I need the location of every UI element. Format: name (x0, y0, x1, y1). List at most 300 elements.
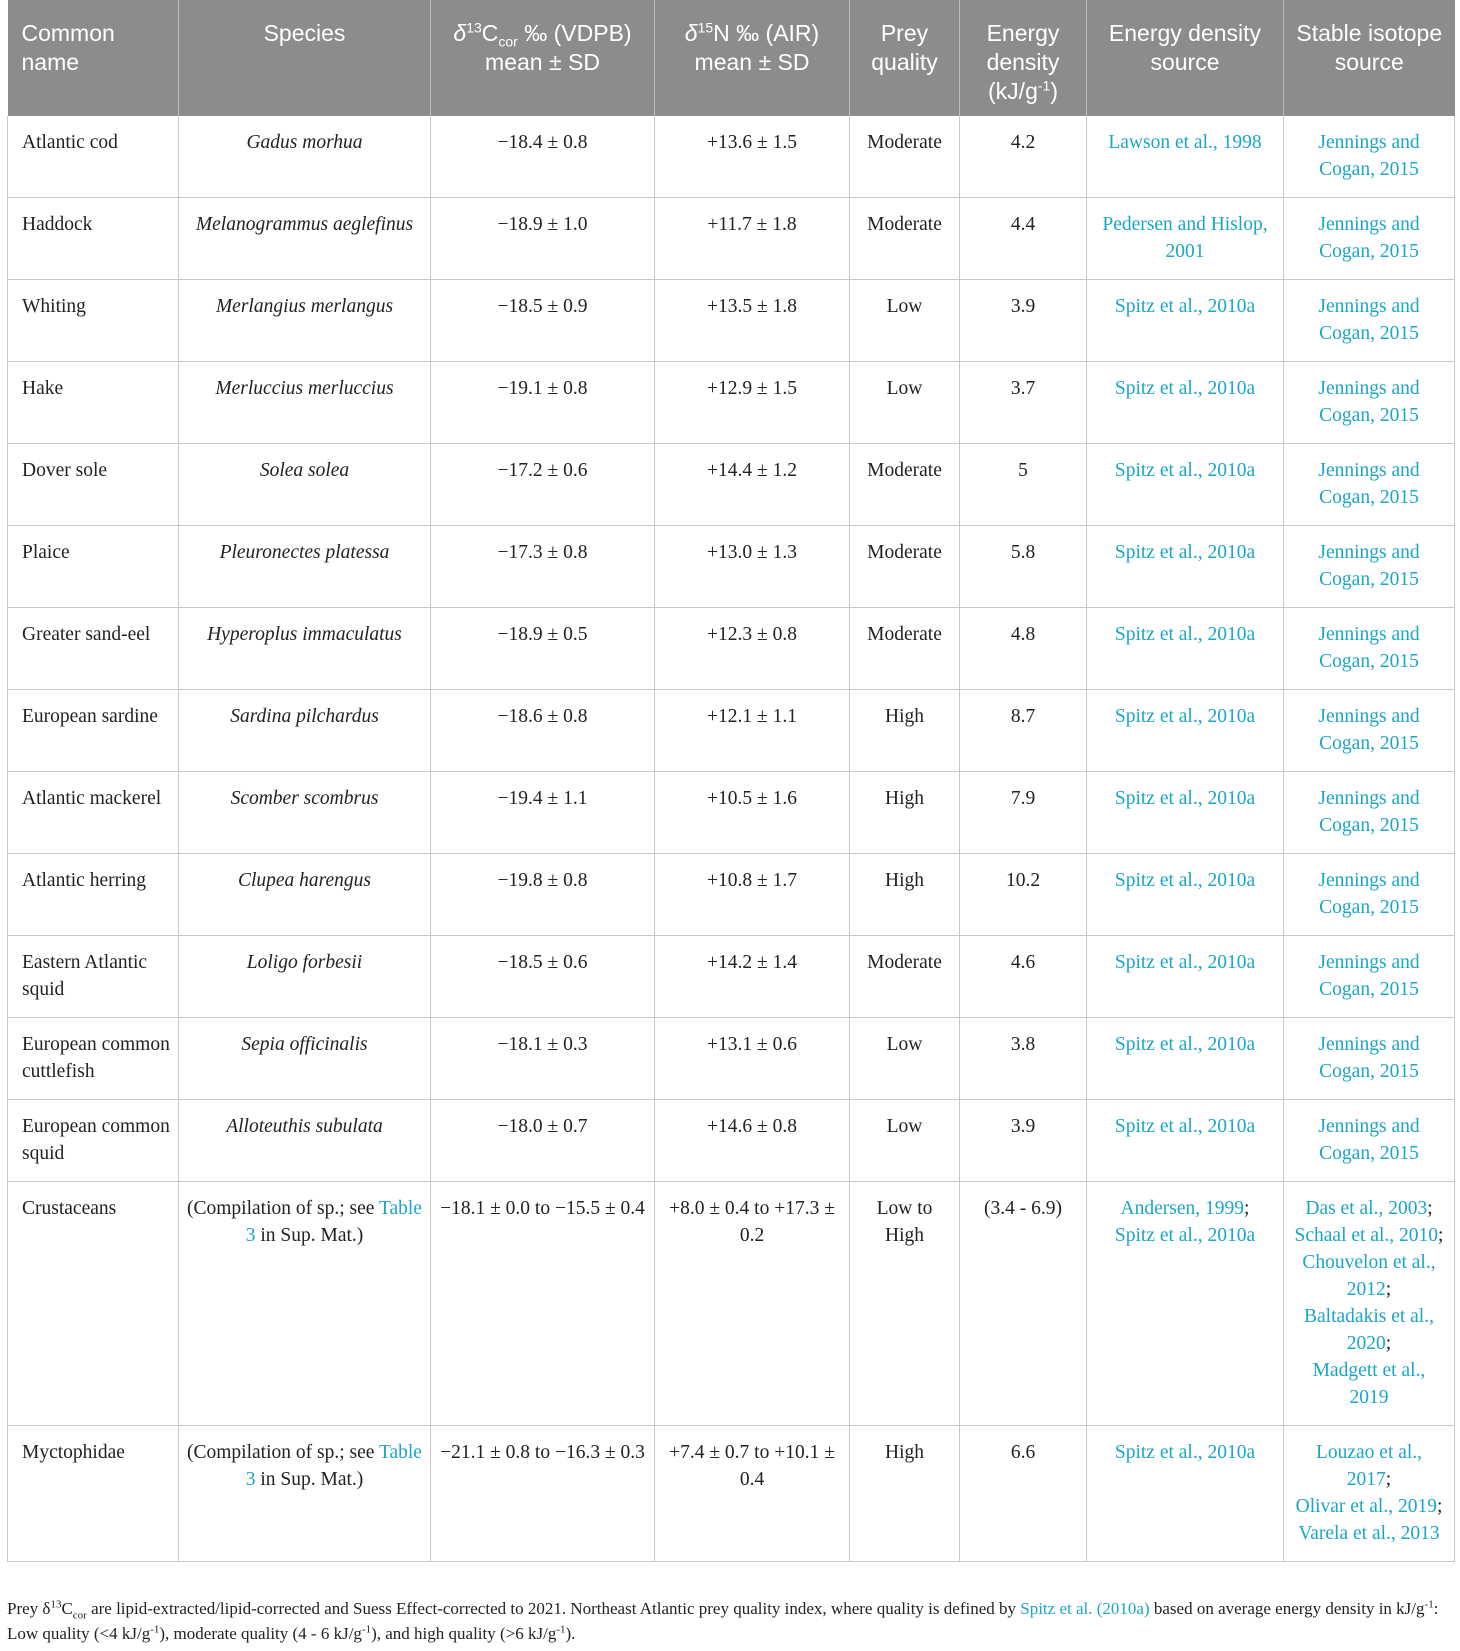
carbon-value: −18.4 ± 0.8 (497, 132, 588, 153)
energy-density-value: 5.8 (1010, 542, 1036, 563)
carbon-value: −19.1 ± 0.8 (497, 378, 588, 399)
isotope-source-link[interactable]: Jennings and Cogan, 2015 (1318, 378, 1420, 426)
energy-source-link[interactable]: Spitz et al., 2010a (1114, 952, 1256, 973)
isotope-source-link[interactable]: Das et al., 2003 (1305, 1198, 1428, 1219)
nitrogen-value: +13.0 ± 1.3 (707, 542, 797, 563)
isotope-source-link[interactable]: Jennings and Cogan, 2015 (1318, 706, 1420, 754)
nitrogen-value: +13.6 ± 1.5 (707, 132, 797, 153)
species-cell (179, 854, 431, 936)
carbon-value: −18.1 ± 0.3 (497, 1034, 588, 1055)
carbon-value: −19.8 ± 0.8 (497, 870, 588, 891)
carbon-cell (431, 854, 655, 936)
header-species: Species (179, 0, 431, 116)
isotope-source-link[interactable]: Jennings and Cogan, 2015 (1318, 132, 1420, 180)
energy-density-value: 8.7 (1010, 706, 1036, 727)
species-compilation-text: (Compilation of sp.; see (187, 1198, 379, 1219)
energy-density-value: 10.2 (1005, 870, 1041, 891)
species-name: Clupea harengus (237, 870, 372, 891)
table-row (8, 280, 1455, 362)
energy-source-cell (1087, 362, 1284, 444)
footnote-sup-1: -1 (1424, 1598, 1434, 1611)
isotope-source-cell (1284, 116, 1455, 198)
prey-quality-cell (850, 526, 960, 608)
common-name-cell (8, 936, 179, 1018)
energy-density-cell (960, 526, 1087, 608)
prey-quality-value: High (885, 706, 924, 727)
isotope-source-cell (1284, 198, 1455, 280)
header-nitrogen (655, 0, 850, 116)
energy-density-cell (960, 1100, 1087, 1182)
energy-density-value: 7.9 (1010, 788, 1036, 809)
carbon-value: −21.1 ± 0.8 to −16.3 ± 0.3 (440, 1442, 645, 1463)
energy-density-value: 3.8 (1010, 1034, 1036, 1055)
carbon-cell (431, 526, 655, 608)
common-name-cell (8, 444, 179, 526)
footnote-text-2: are lipid-extracted/lipid-corrected and Suess Effect-corrected to 2021. Northeast Atlantic prey quality index, where quality is defined by (86, 1599, 1021, 1618)
common-name: Myctophidae (22, 1442, 125, 1463)
energy-source-link[interactable]: Spitz et al., 2010a (1114, 1116, 1256, 1137)
species-name: Gadus morhua (246, 132, 363, 153)
prey-quality-value: Moderate (867, 460, 942, 481)
nitrogen-cell (655, 936, 850, 1018)
nitrogen-value: +11.7 ± 1.8 (707, 214, 797, 235)
prey-quality-cell (850, 608, 960, 690)
footnote-text-5: ), moderate quality (4 - 6 kJ/g (159, 1624, 362, 1643)
common-name-cell (8, 772, 179, 854)
energy-source-link[interactable]: Spitz et al., 2010a (1114, 706, 1256, 727)
carbon-cell (431, 1426, 655, 1562)
energy-source-cell (1087, 936, 1284, 1018)
isotope-source-cell (1284, 608, 1455, 690)
energy-density-cell (960, 1182, 1087, 1426)
prey-quality-cell (850, 1100, 960, 1182)
isotope-source-cell: Louzao et al., 2017; Olivar et al., 2019; Varela et al., 2013 (1284, 1426, 1455, 1562)
species-cell (179, 936, 431, 1018)
nitrogen-cell (655, 1426, 850, 1562)
species-name: Sepia officinalis (241, 1034, 368, 1055)
common-name-cell (8, 362, 179, 444)
energy-density-cell (960, 362, 1087, 444)
energy-density-value: 5 (1018, 460, 1028, 481)
nitrogen-cell (655, 1100, 850, 1182)
header-isotope-source: Stable isotope source (1284, 0, 1455, 116)
table-row (8, 854, 1455, 936)
energy-source-link[interactable]: Spitz et al., 2010a (1114, 870, 1256, 891)
common-name-cell (8, 608, 179, 690)
energy-density-value: 4.6 (1010, 952, 1036, 973)
species-compilation-suffix: in Sup. Mat.) (255, 1225, 364, 1246)
species-name: Scomber scombrus (230, 788, 379, 809)
table-row (8, 444, 1455, 526)
isotope-source-link[interactable]: Olivar et al., 2019 (1295, 1496, 1437, 1517)
table-row (8, 526, 1455, 608)
prey-quality-cell (850, 444, 960, 526)
energy-density-cell (960, 198, 1087, 280)
footnote-sup-4: -1 (556, 1623, 566, 1636)
prey-quality-cell (850, 936, 960, 1018)
isotope-source-cell (1284, 526, 1455, 608)
species-name: Merluccius merluccius (215, 378, 394, 399)
species-name: Melanogrammus aeglefinus (195, 214, 414, 235)
common-name-cell (8, 198, 179, 280)
carbon-cell (431, 772, 655, 854)
prey-quality-cell (850, 1426, 960, 1562)
species-cell (179, 608, 431, 690)
footnote-text-6: ), and high quality (>6 kJ/g (371, 1624, 557, 1643)
table-row (8, 690, 1455, 772)
prey-quality-value: Low (886, 1116, 923, 1137)
nitrogen-cell (655, 444, 850, 526)
common-name: Eastern Atlantic squid (22, 952, 148, 1000)
footnote-sup-13: 13 (50, 1598, 62, 1611)
nitrogen-value: +8.0 ± 0.4 to +17.3 ± 0.2 (669, 1198, 835, 1246)
isotope-source-link[interactable]: Jennings and Cogan, 2015 (1318, 296, 1420, 344)
common-name: Dover sole (22, 460, 108, 481)
common-name-cell (8, 116, 179, 198)
species-cell (179, 1426, 431, 1562)
isotope-source-link[interactable]: Jennings and Cogan, 2015 (1318, 460, 1420, 508)
nitrogen-cell (655, 198, 850, 280)
table-row (8, 1426, 1455, 1562)
isotope-source-cell (1284, 936, 1455, 1018)
nitrogen-value: +12.9 ± 1.5 (707, 378, 797, 399)
energy-source-cell (1087, 608, 1284, 690)
isotope-source-link[interactable]: Madgett et al., 2019 (1312, 1360, 1426, 1408)
prey-quality-value: Moderate (867, 952, 942, 973)
table-container (7, 0, 1454, 1562)
energy-source-cell (1087, 854, 1284, 936)
prey-quality-value: High (885, 870, 924, 891)
energy-density-cell (960, 444, 1087, 526)
header-nitrogen-rest: N ‰ (AIR) (713, 20, 820, 46)
species-cell (179, 198, 431, 280)
header-nitrogen-sup: 15 (697, 19, 714, 36)
header-energy-density-sup: -1 (1037, 77, 1051, 94)
header-energy-density-c: ) (1050, 78, 1058, 104)
common-name: European common squid (22, 1116, 170, 1164)
nitrogen-cell (655, 854, 850, 936)
energy-density-cell (960, 772, 1087, 854)
isotope-source-link[interactable]: Schaal et al., 2010 (1294, 1225, 1439, 1246)
header-carbon (431, 0, 655, 116)
prey-quality-value: Low (886, 1034, 923, 1055)
energy-source-cell (1087, 280, 1284, 362)
common-name: European common cuttlefish (22, 1034, 170, 1082)
species-compilation-text: (Compilation of sp.; see (187, 1442, 379, 1463)
nitrogen-value: +12.3 ± 0.8 (707, 624, 797, 645)
isotope-source-link[interactable]: Chouvelon et al., 2012 (1302, 1252, 1436, 1300)
prey-quality-value: Moderate (867, 624, 942, 645)
prey-quality-cell (850, 1018, 960, 1100)
isotope-source-cell (1284, 280, 1455, 362)
common-name-cell (8, 280, 179, 362)
footnote-c: C (61, 1599, 73, 1618)
header-nitrogen-mean: mean ± SD (694, 49, 810, 75)
carbon-cell (431, 608, 655, 690)
carbon-cell (431, 198, 655, 280)
nitrogen-cell (655, 772, 850, 854)
carbon-value: −18.6 ± 0.8 (497, 706, 588, 727)
nitrogen-cell (655, 608, 850, 690)
energy-source-link[interactable]: Spitz et al., 2010a (1114, 1442, 1256, 1463)
carbon-value: −18.5 ± 0.6 (497, 952, 588, 973)
prey-quality-cell (850, 116, 960, 198)
table-3-link[interactable]: Table 3 (245, 1198, 422, 1246)
footnote-text-4: : Low quality (<4 kJ/g (7, 1599, 1439, 1643)
prey-quality-value: Low (886, 296, 923, 317)
energy-source-cell: Andersen, 1999; Spitz et al., 2010a (1087, 1182, 1284, 1426)
energy-density-value: 3.9 (1010, 296, 1036, 317)
common-name: Atlantic mackerel (22, 788, 162, 809)
isotope-source-link[interactable]: Jennings and Cogan, 2015 (1318, 214, 1420, 262)
nitrogen-value: +14.2 ± 1.4 (707, 952, 797, 973)
energy-density-cell (960, 280, 1087, 362)
header-carbon-mean: mean ± SD (485, 49, 600, 75)
isotope-source-cell (1284, 690, 1455, 772)
isotope-source-link[interactable]: Jennings and Cogan, 2015 (1318, 624, 1420, 672)
energy-source-cell (1087, 198, 1284, 280)
energy-density-cell (960, 936, 1087, 1018)
isotope-source-link[interactable]: Jennings and Cogan, 2015 (1318, 542, 1420, 590)
carbon-value: −19.4 ± 1.1 (497, 788, 588, 809)
isotope-source-link[interactable]: Baltadakis et al., 2020 (1304, 1306, 1434, 1354)
carbon-cell (431, 936, 655, 1018)
footnote-spitz-link[interactable]: Spitz et al. (2010a) (1020, 1599, 1150, 1618)
common-name-cell (8, 854, 179, 936)
prey-quality-cell (850, 362, 960, 444)
footnote-sub-cor: cor (72, 1609, 87, 1622)
energy-source-link[interactable]: Spitz et al., 2010a (1114, 1034, 1256, 1055)
energy-source-cell (1087, 444, 1284, 526)
species-cell (179, 1182, 431, 1426)
carbon-value: −18.5 ± 0.9 (497, 296, 588, 317)
common-name: Atlantic herring (22, 870, 146, 891)
energy-source-link[interactable]: Spitz et al., 2010a (1114, 788, 1256, 809)
energy-density-value: (3.4 - 6.9) (984, 1198, 1062, 1219)
isotope-source-link[interactable]: Jennings and Cogan, 2015 (1318, 870, 1420, 918)
carbon-value: −18.9 ± 0.5 (497, 624, 588, 645)
nitrogen-value: +14.4 ± 1.2 (707, 460, 797, 481)
header-carbon-sup: 13 (466, 19, 482, 36)
header-energy-source: Energy density source (1087, 0, 1284, 116)
energy-density-value: 4.8 (1010, 624, 1036, 645)
species-name: Hyperoplus immaculatus (207, 624, 402, 645)
energy-density-cell (960, 854, 1087, 936)
carbon-value: −18.1 ± 0.0 to −15.5 ± 0.4 (440, 1198, 645, 1219)
footnote-sup-3: -1 (361, 1623, 372, 1636)
nitrogen-value: +13.1 ± 0.6 (707, 1034, 797, 1055)
table-row (8, 608, 1455, 690)
carbon-value: −17.3 ± 0.8 (497, 542, 588, 563)
common-name-cell (8, 1182, 179, 1426)
carbon-value: −18.9 ± 1.0 (497, 214, 588, 235)
prey-quality-cell (850, 1182, 960, 1426)
species-name: Pleuronectes platessa (219, 542, 390, 563)
energy-source-link[interactable]: Spitz et al., 2010a (1114, 624, 1256, 645)
carbon-value: −17.2 ± 0.6 (497, 460, 588, 481)
isotope-source-cell: Das et al., 2003; Schaal et al., 2010; Chouvelon et al., 2012; Baltadakis et al., 2020; Madgett et al., 2019 (1284, 1182, 1455, 1426)
common-name: European sardine (22, 706, 158, 727)
energy-source-link[interactable]: Andersen, 1999 (1120, 1198, 1245, 1219)
carbon-cell (431, 116, 655, 198)
footnote-sup-2: -1 (150, 1623, 160, 1636)
species-cell (179, 772, 431, 854)
header-carbon-rest: ‰ (VDPB) (517, 20, 632, 46)
prey-quality-cell (850, 772, 960, 854)
common-name: Crustaceans (22, 1198, 117, 1219)
header-carbon-sub: cor (498, 33, 518, 50)
energy-density-value: 6.6 (1010, 1442, 1036, 1463)
carbon-cell (431, 1018, 655, 1100)
energy-density-value: 3.7 (1010, 378, 1036, 399)
energy-source-link[interactable]: Lawson et al., 1998 (1108, 132, 1262, 153)
energy-source-cell (1087, 526, 1284, 608)
table-row (8, 1182, 1455, 1426)
header-energy-density (960, 0, 1087, 116)
carbon-cell (431, 1100, 655, 1182)
table-3-link[interactable]: Table 3 (245, 1442, 422, 1490)
prey-quality-cell (850, 198, 960, 280)
common-name: Plaice (22, 542, 70, 563)
energy-source-cell (1087, 1426, 1284, 1562)
table-row (8, 772, 1455, 854)
prey-quality-cell (850, 854, 960, 936)
prey-quality-value: High (885, 1442, 924, 1463)
table-row (8, 1100, 1455, 1182)
common-name: Greater sand-eel (22, 624, 151, 645)
header-nitrogen-delta: δ (684, 20, 698, 46)
header-common-name: Common name (8, 0, 179, 116)
prey-quality-cell (850, 690, 960, 772)
common-name-cell (8, 1426, 179, 1562)
species-cell (179, 116, 431, 198)
table-row (8, 198, 1455, 280)
prey-quality-value: Moderate (867, 214, 942, 235)
prey-quality-cell (850, 280, 960, 362)
energy-source-link[interactable]: Spitz et al., 2010a (1114, 378, 1256, 399)
footnote-text-7: ). (565, 1624, 576, 1643)
carbon-cell (431, 690, 655, 772)
species-cell (179, 1100, 431, 1182)
common-name-cell (8, 526, 179, 608)
isotope-source-cell (1284, 444, 1455, 526)
header-energy-density-b: (kJ/g (988, 78, 1038, 104)
energy-source-cell (1087, 1100, 1284, 1182)
common-name: Haddock (22, 214, 93, 235)
energy-source-link[interactable]: Spitz et al., 2010a (1114, 460, 1256, 481)
common-name-cell (8, 1100, 179, 1182)
nitrogen-cell (655, 116, 850, 198)
energy-density-cell (960, 690, 1087, 772)
header-carbon-c: C (481, 20, 499, 46)
isotope-source-cell (1284, 1018, 1455, 1100)
nitrogen-value: +13.5 ± 1.8 (707, 296, 797, 317)
nitrogen-cell (655, 1018, 850, 1100)
isotope-source-cell (1284, 772, 1455, 854)
nitrogen-cell (655, 526, 850, 608)
common-name: Hake (22, 378, 64, 399)
nitrogen-cell (655, 362, 850, 444)
isotope-source-link[interactable]: Varela et al., 2013 (1298, 1523, 1440, 1544)
header-energy-density-a: Energy density (986, 20, 1060, 75)
prey-quality-value: Moderate (867, 132, 942, 153)
isotope-source-link[interactable]: Jennings and Cogan, 2015 (1318, 1034, 1420, 1082)
isotope-source-link[interactable]: Louzao et al., 2017 (1315, 1442, 1423, 1490)
species-cell (179, 526, 431, 608)
energy-source-link[interactable]: Spitz et al., 2010a (1114, 296, 1256, 317)
footnote-text-1: Prey (7, 1599, 43, 1618)
common-name-cell (8, 1018, 179, 1100)
energy-density-cell (960, 116, 1087, 198)
energy-density-cell (960, 1426, 1087, 1562)
energy-source-link[interactable]: Spitz et al., 2010a (1114, 1225, 1256, 1246)
energy-source-cell (1087, 1018, 1284, 1100)
energy-density-value: 4.4 (1010, 214, 1036, 235)
species-name: Alloteuthis subulata (226, 1116, 383, 1137)
table-row (8, 936, 1455, 1018)
energy-source-link[interactable]: Spitz et al., 2010a (1114, 542, 1256, 563)
species-cell (179, 444, 431, 526)
common-name-cell (8, 690, 179, 772)
species-cell (179, 690, 431, 772)
energy-density-value: 3.9 (1010, 1116, 1036, 1137)
energy-source-cell (1087, 690, 1284, 772)
table-body (8, 116, 1455, 1562)
nitrogen-cell (655, 1182, 850, 1426)
nitrogen-value: +12.1 ± 1.1 (707, 706, 797, 727)
nitrogen-value: +10.5 ± 1.6 (707, 788, 797, 809)
energy-source-link[interactable]: Pedersen and Hislop, 2001 (1102, 214, 1268, 262)
species-cell (179, 280, 431, 362)
header-row (8, 0, 1455, 116)
header-carbon-delta: δ (453, 20, 467, 46)
species-name: Sardina pilchardus (230, 706, 379, 727)
species-name: Merlangius merlangus (215, 296, 394, 317)
isotope-source-link[interactable]: Jennings and Cogan, 2015 (1318, 952, 1420, 1000)
footnote-text-3: based on average energy density in kJ/g (1149, 1599, 1425, 1618)
isotope-source-link[interactable]: Jennings and Cogan, 2015 (1318, 788, 1420, 836)
nitrogen-cell (655, 280, 850, 362)
prey-quality-value: Low (886, 378, 923, 399)
isotope-source-link[interactable]: Jennings and Cogan, 2015 (1318, 1116, 1420, 1164)
species-name: Solea solea (259, 460, 350, 481)
isotope-source-cell (1284, 1100, 1455, 1182)
common-name: Whiting (22, 296, 86, 317)
common-name: Atlantic cod (22, 132, 118, 153)
nitrogen-value: +7.4 ± 0.7 to +10.1 ± 0.4 (669, 1442, 835, 1490)
prey-quality-value: High (885, 788, 924, 809)
carbon-cell (431, 362, 655, 444)
carbon-value: −18.0 ± 0.7 (497, 1116, 588, 1137)
energy-density-cell (960, 1018, 1087, 1100)
table-row (8, 1018, 1455, 1100)
prey-quality-value: Low to High (876, 1198, 933, 1246)
energy-density-value: 4.2 (1010, 132, 1036, 153)
species-cell (179, 1018, 431, 1100)
species-name: Loligo forbesii (246, 952, 363, 973)
carbon-cell (431, 1182, 655, 1426)
table-footnote (7, 1596, 1454, 1646)
species-compilation-suffix: in Sup. Mat.) (255, 1469, 364, 1490)
prey-table (7, 0, 1455, 1562)
table-row (8, 116, 1455, 198)
carbon-cell (431, 444, 655, 526)
table-row (8, 362, 1455, 444)
footnote-delta: δ (42, 1599, 51, 1618)
nitrogen-cell (655, 690, 850, 772)
header-prey-quality: Prey quality (850, 0, 960, 116)
isotope-source-cell (1284, 362, 1455, 444)
